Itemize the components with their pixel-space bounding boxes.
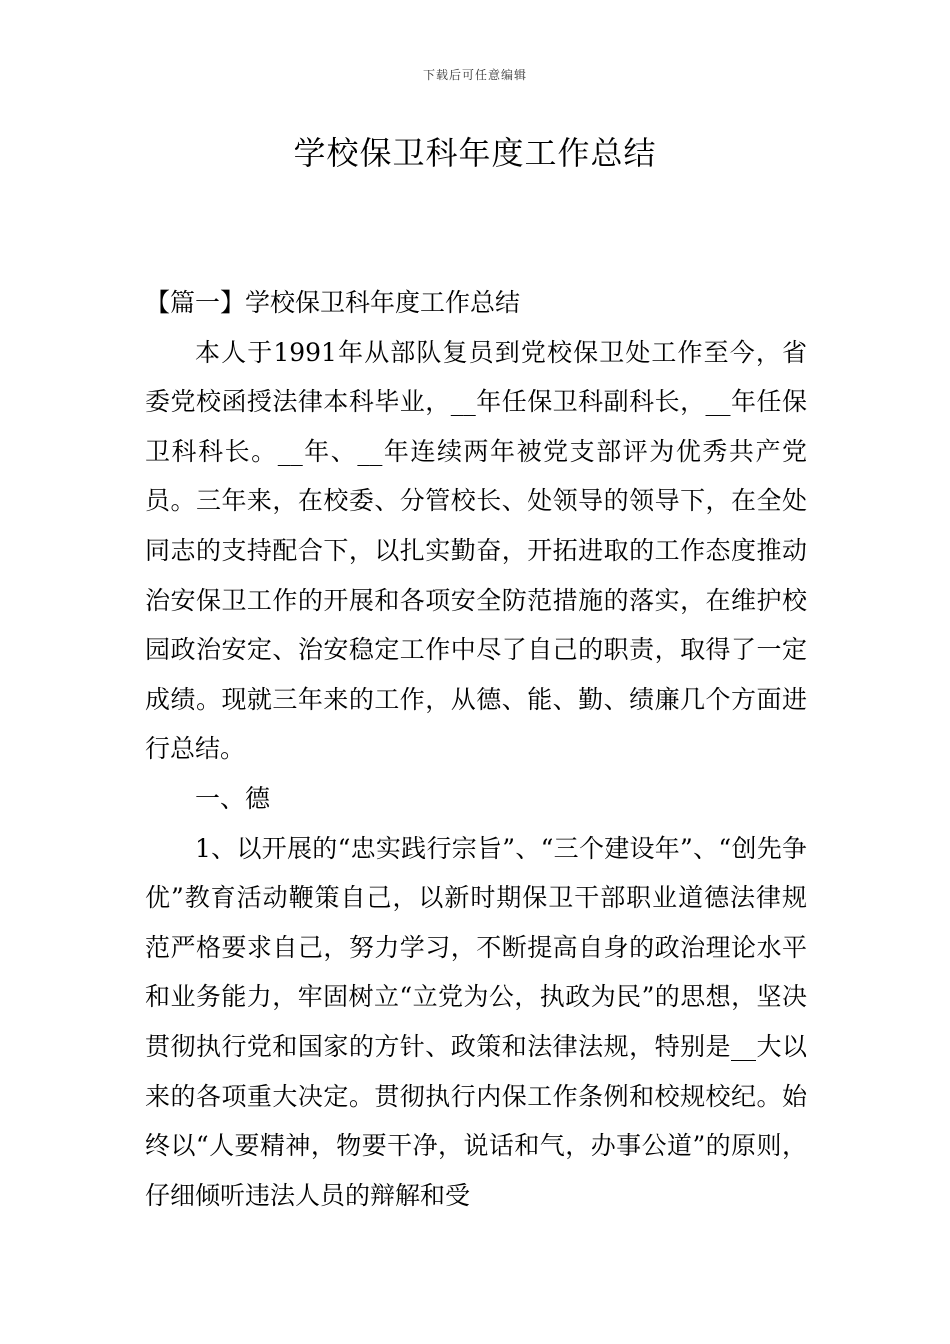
paragraph: 本人于1991年从部队复员到党校保卫处工作至今，省委党校函授法律本科毕业，__年任保卫科副科长，__年任保卫科科长。__年、__年连续两年被党支部评为优秀共产党员。三年来，在校委、分管校长、处领导的领导下，在全处同志的支持配合下，以扎实勤奋，开拓进取的工作态度推动治安保卫工作的开展和各项安全防范措施的落实，在维护校园政治安定、治安稳定工作中尽了自己的职责，取得了一定成绩。现就三年来的工作，从德、能、勤、绩廉几个方面进行总结。 — [145, 337, 807, 764]
document-title: 学校保卫科年度工作总结 — [293, 134, 657, 172]
paragraph: 1、以开展的“忠实践行宗旨”、“三个建设年”、“创先争优”教育活动鞭策自己，以新时期保卫干部职业道德法律规范严格要求自己，努力学习，不断提高自身的政治理论水平和业务能力，牢固树立“立党为公，执政为民”的思想，坚决贯彻执行党和国家的方针、政策和法律法规，特别是__大以来的各项重大决定。贯彻执行内保工作条例和校规校纪。始终以“人要精神，物要干净，说话和气，办事公道”的原则，仔细倾听违法人员的辩解和受 — [145, 833, 807, 1210]
subheading: 一、德 — [195, 783, 271, 813]
document-body — [145, 278, 807, 1220]
section-heading: 【篇一】学校保卫科年度工作总结 — [145, 288, 521, 317]
header-note: 下载后可任意编辑 — [422, 68, 527, 82]
